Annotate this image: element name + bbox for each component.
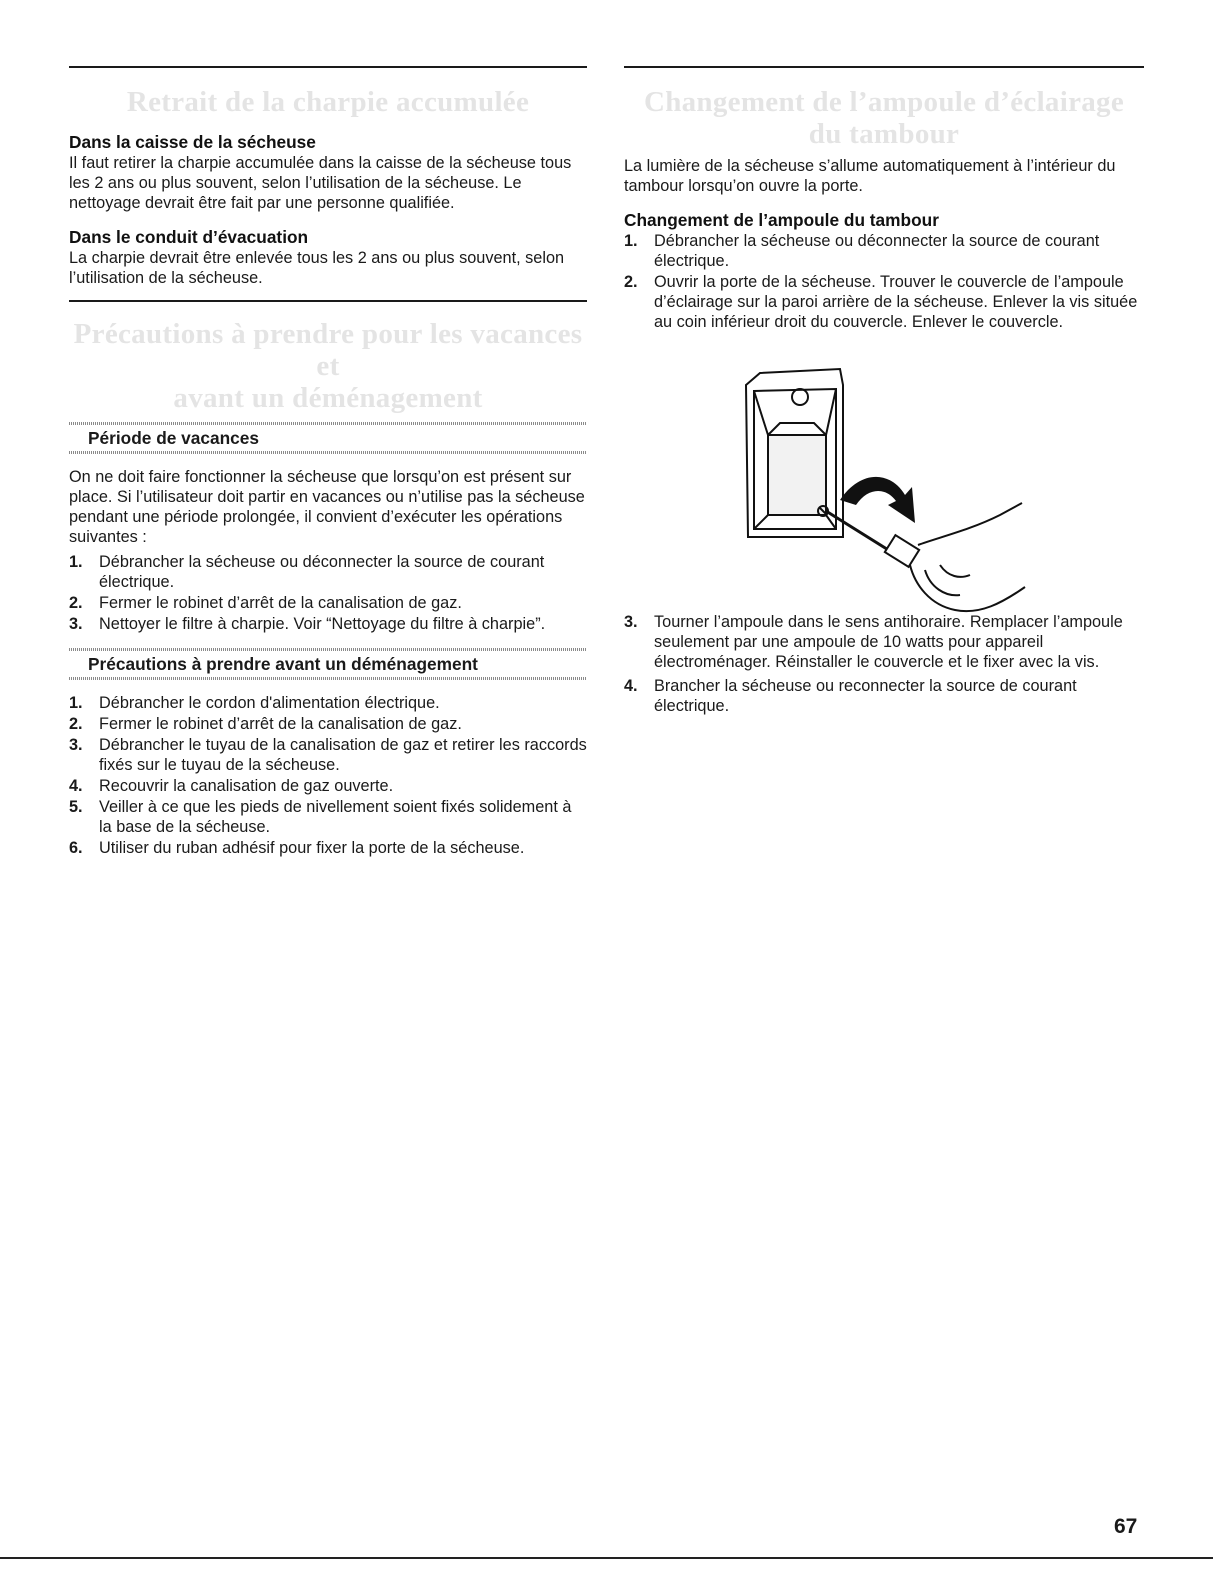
list-item: 1. Débrancher la sécheuse ou déconnecter la source de courant électrique. [624, 232, 1100, 270]
section-rule [69, 300, 587, 302]
section-rule [624, 66, 1144, 68]
bottom-rule [0, 1557, 1213, 1559]
section-title-ampoule-line2: du tambour [808, 118, 960, 150]
list-item: 2. Fermer le robinet d’arrêt de la canalisation de gaz. [69, 715, 462, 733]
list-item: 6. Utiliser du ruban adhésif pour fixer la porte de la sécheuse. [69, 839, 525, 857]
text-vacances: On ne doit faire fonctionner la sécheuse que lorsqu’on est présent sur place. Si l’utilisateur doit partir en vacances ou n’utilise pas la sécheuse pendant une période prolongée, il convient d’exécuter les opérations suivantes : [69, 468, 585, 546]
list-item: 3. Nettoyer le filtre à charpie. Voir “Nettoyage du filtre à charpie”. [69, 615, 546, 633]
list-vacances [69, 552, 587, 634]
section-rule [69, 66, 587, 68]
list-item: 3. Débrancher le tuyau de la canalisation de gaz et retirer les raccords fixés sur le tuyau de la sécheuse. [69, 736, 587, 774]
list-item: 3. Tourner l’ampoule dans le sens antihoraire. Remplacer l’ampoule seulement par une ampoule de 10 watts pour appareil électroménager. Réinstaller le couvercle et le fixer avec la vis. [624, 613, 1123, 671]
list-item: 1. Débrancher la sécheuse ou déconnecter la source de courant électrique. [69, 553, 545, 591]
list-item: 5. Veiller à ce que les pieds de nivellement soient fixés solidement à la base de la sécheuse. [69, 798, 572, 836]
list-item: 2. Ouvrir la porte de la sécheuse. Trouver le couvercle de l’ampoule d’éclairage sur la paroi arrière de la sécheuse. Enlever la vis située au coin inférieur droit du couvercle. Enlever le couvercle. [624, 273, 1138, 331]
page-number: 67 [1114, 1515, 1138, 1538]
dotted-divider [69, 648, 587, 651]
section-title-vacances-line2: avant un déménagement [173, 382, 483, 414]
text-intro: La lumière de la sécheuse s’allume automatiquement à l’intérieur du tambour lorsqu’on ouvre la porte. [624, 157, 1116, 195]
heading-vacances: Période de vacances [88, 428, 259, 448]
section-title-ampoule-line1: Changement de l’ampoule d’éclairage [643, 86, 1125, 118]
list-ampoule-steps-2 [624, 612, 1144, 716]
bulb-cover-illustration [740, 365, 1040, 620]
list-ampoule-steps [624, 231, 1144, 332]
dotted-divider [69, 677, 587, 680]
list-item: 4. Brancher la sécheuse ou reconnecter la source de courant électrique. [624, 677, 1077, 715]
list-item: 4. Recouvrir la canalisation de gaz ouverte. [69, 777, 394, 795]
dotted-divider [69, 422, 587, 425]
text-caisse: Il faut retirer la charpie accumulée dans la caisse de la sécheuse tous les 2 ans ou plus souvent, selon l’utilisation de la sécheuse. Le nettoyage devrait être fait par une personne qualifiée. [69, 154, 572, 212]
text-conduit: La charpie devrait être enlevée tous les 2 ans ou plus souvent, selon l’utilisation de la sécheuse. [69, 249, 565, 287]
heading-caisse: Dans la caisse de la sécheuse [69, 132, 316, 152]
left-column [69, 66, 587, 859]
list-item: 2. Fermer le robinet d’arrêt de la canalisation de gaz. [69, 594, 462, 612]
heading-demenagement: Précautions à prendre avant un déménagement [88, 654, 478, 674]
section-title-charpie: Retrait de la charpie accumulée [126, 86, 530, 118]
list-demenagement [69, 693, 587, 858]
list-item: 1. Débrancher le cordon d'alimentation électrique. [69, 694, 440, 712]
heading-conduit: Dans le conduit d’évacuation [69, 227, 309, 247]
dotted-divider [69, 451, 587, 454]
section-title-vacances-line1: Précautions à prendre pour les vacances et [73, 318, 583, 382]
heading-ampoule: Changement de l’ampoule du tambour [624, 210, 939, 230]
